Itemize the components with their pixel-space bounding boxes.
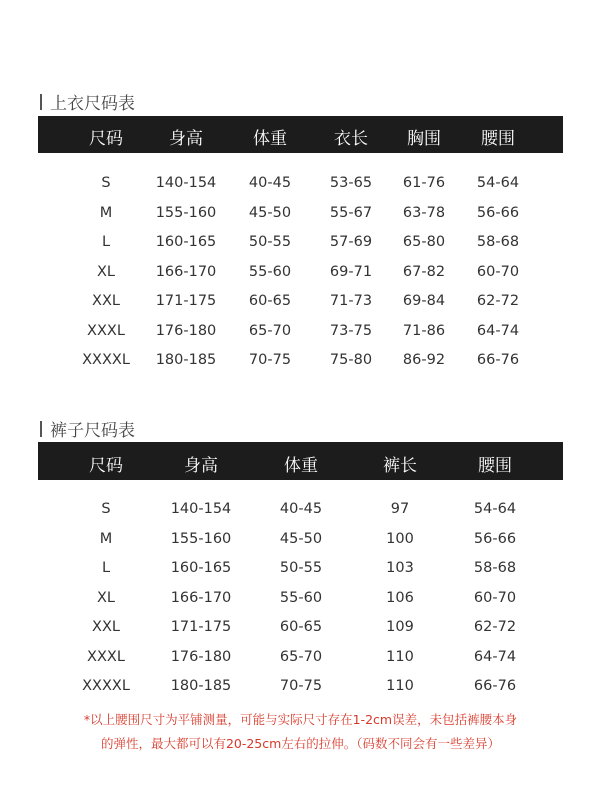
table-cell: 155-160 <box>155 204 217 221</box>
pants-table-title-text: 裤子尺码表 <box>50 421 135 441</box>
table-cell: 110 <box>386 648 414 665</box>
table-cell: 73-75 <box>329 322 373 339</box>
pants-header-cell: 体重 <box>284 456 318 476</box>
table-cell: 64-74 <box>476 322 520 339</box>
table-cell: 155-160 <box>170 530 232 547</box>
title-accent-bar <box>40 421 42 437</box>
table-row <box>0 323 601 343</box>
table-row <box>0 560 601 580</box>
table-cell: 69-84 <box>402 293 446 309</box>
pants-header-cell: 身高 <box>184 456 218 476</box>
table-cell: 62-72 <box>473 619 517 635</box>
pants-table-header <box>38 442 563 480</box>
note-line-1: *以上腰围尺寸为平铺测量，可能与实际尺寸存在1-2cm误差，未包括裤腰本身 <box>83 712 518 727</box>
table-cell: 180-185 <box>170 678 232 694</box>
table-cell: 61-76 <box>402 175 446 191</box>
top-header-cell: 身高 <box>169 129 203 149</box>
table-cell: 66-76 <box>476 352 520 368</box>
table-cell: XXXXL <box>82 352 130 368</box>
table-cell: XXXXL <box>82 678 130 694</box>
table-cell: 56-66 <box>473 530 517 547</box>
table-cell: S <box>101 501 111 517</box>
table-row <box>0 234 601 254</box>
table-row <box>0 352 601 372</box>
table-cell: XXL <box>92 293 120 309</box>
table-cell: 140-154 <box>155 175 217 191</box>
table-cell: 71-86 <box>402 322 446 339</box>
pants-header-cell: 腰围 <box>478 456 512 476</box>
table-cell: 56-66 <box>476 204 520 221</box>
table-cell: 67-82 <box>402 263 446 280</box>
table-cell: XL <box>96 263 116 280</box>
table-cell: L <box>101 560 111 576</box>
top-header-cell: 尺码 <box>89 129 123 149</box>
table-cell: 71-73 <box>329 293 373 309</box>
table-cell: 109 <box>386 619 414 635</box>
table-row <box>0 619 601 639</box>
table-cell: 54-64 <box>473 501 517 517</box>
table-row <box>0 649 601 669</box>
table-cell: S <box>101 175 111 191</box>
table-cell: 66-76 <box>473 678 517 694</box>
table-cell: 50-55 <box>248 234 292 250</box>
table-cell: 65-80 <box>402 234 446 250</box>
table-cell: 64-74 <box>473 648 517 665</box>
table-cell: 53-65 <box>329 175 373 191</box>
table-row <box>0 501 601 521</box>
table-row <box>0 264 601 284</box>
top-table-header <box>38 116 563 153</box>
note-line-2: 的弹性，最大都可以有20-25cm左右的拉伸。（码数不同会有一些差异） <box>100 736 501 751</box>
table-cell: 110 <box>386 678 414 694</box>
table-cell: 70-75 <box>279 678 323 694</box>
pants-header-cell: 尺码 <box>89 456 123 476</box>
table-cell: 55-67 <box>329 204 373 221</box>
top-table-title-text: 上衣尺码表 <box>50 94 135 114</box>
table-cell: 63-78 <box>402 204 446 221</box>
table-row <box>0 590 601 610</box>
table-cell: 97 <box>390 501 410 517</box>
table-row <box>0 175 601 195</box>
table-cell: 40-45 <box>279 501 323 517</box>
table-cell: 55-60 <box>279 589 323 606</box>
table-cell: 180-185 <box>155 352 217 368</box>
table-cell: XXL <box>92 619 120 635</box>
table-cell: 140-154 <box>170 501 232 517</box>
measurement-note <box>0 708 601 756</box>
table-cell: 60-65 <box>248 293 292 309</box>
table-cell: L <box>101 234 111 250</box>
table-cell: 103 <box>386 560 414 576</box>
table-cell: 69-71 <box>329 263 373 280</box>
table-cell: 176-180 <box>170 648 232 665</box>
table-row <box>0 205 601 225</box>
table-cell: 40-45 <box>248 175 292 191</box>
table-cell: 54-64 <box>476 175 520 191</box>
table-cell: 58-68 <box>473 560 517 576</box>
table-cell: 45-50 <box>279 530 323 547</box>
table-row <box>0 678 601 698</box>
table-cell: 57-69 <box>329 234 373 250</box>
table-cell: M <box>99 204 113 221</box>
pants-header-cell: 裤长 <box>383 456 417 476</box>
table-cell: 75-80 <box>329 352 373 368</box>
table-cell: M <box>99 530 113 547</box>
top-header-cell: 体重 <box>253 129 287 149</box>
table-cell: 166-170 <box>155 263 217 280</box>
table-cell: 55-60 <box>248 263 292 280</box>
table-cell: 86-92 <box>402 352 446 368</box>
table-cell: 100 <box>386 530 414 547</box>
table-cell: 160-165 <box>170 560 232 576</box>
table-cell: XL <box>96 589 116 606</box>
top-table-title <box>40 89 135 114</box>
table-cell: 50-55 <box>279 560 323 576</box>
table-cell: 106 <box>386 589 414 606</box>
table-cell: 60-65 <box>279 619 323 635</box>
table-cell: 171-175 <box>170 619 232 635</box>
table-row <box>0 531 601 551</box>
table-cell: 60-70 <box>473 589 517 606</box>
table-cell: 62-72 <box>476 293 520 309</box>
table-cell: 65-70 <box>248 322 292 339</box>
top-header-cell: 衣长 <box>334 129 368 149</box>
pants-table-title <box>40 416 135 441</box>
table-cell: 58-68 <box>476 234 520 250</box>
title-accent-bar <box>40 94 42 110</box>
table-cell: 171-175 <box>155 293 217 309</box>
table-cell: XXXL <box>87 648 125 665</box>
top-header-cell: 胸围 <box>407 129 441 149</box>
top-header-cell: 腰围 <box>481 129 515 149</box>
table-cell: 60-70 <box>476 263 520 280</box>
table-cell: 70-75 <box>248 352 292 368</box>
table-cell: XXXL <box>87 322 125 339</box>
table-cell: 160-165 <box>155 234 217 250</box>
table-cell: 65-70 <box>279 648 323 665</box>
table-cell: 166-170 <box>170 589 232 606</box>
table-cell: 176-180 <box>155 322 217 339</box>
table-row <box>0 293 601 313</box>
table-cell: 45-50 <box>248 204 292 221</box>
